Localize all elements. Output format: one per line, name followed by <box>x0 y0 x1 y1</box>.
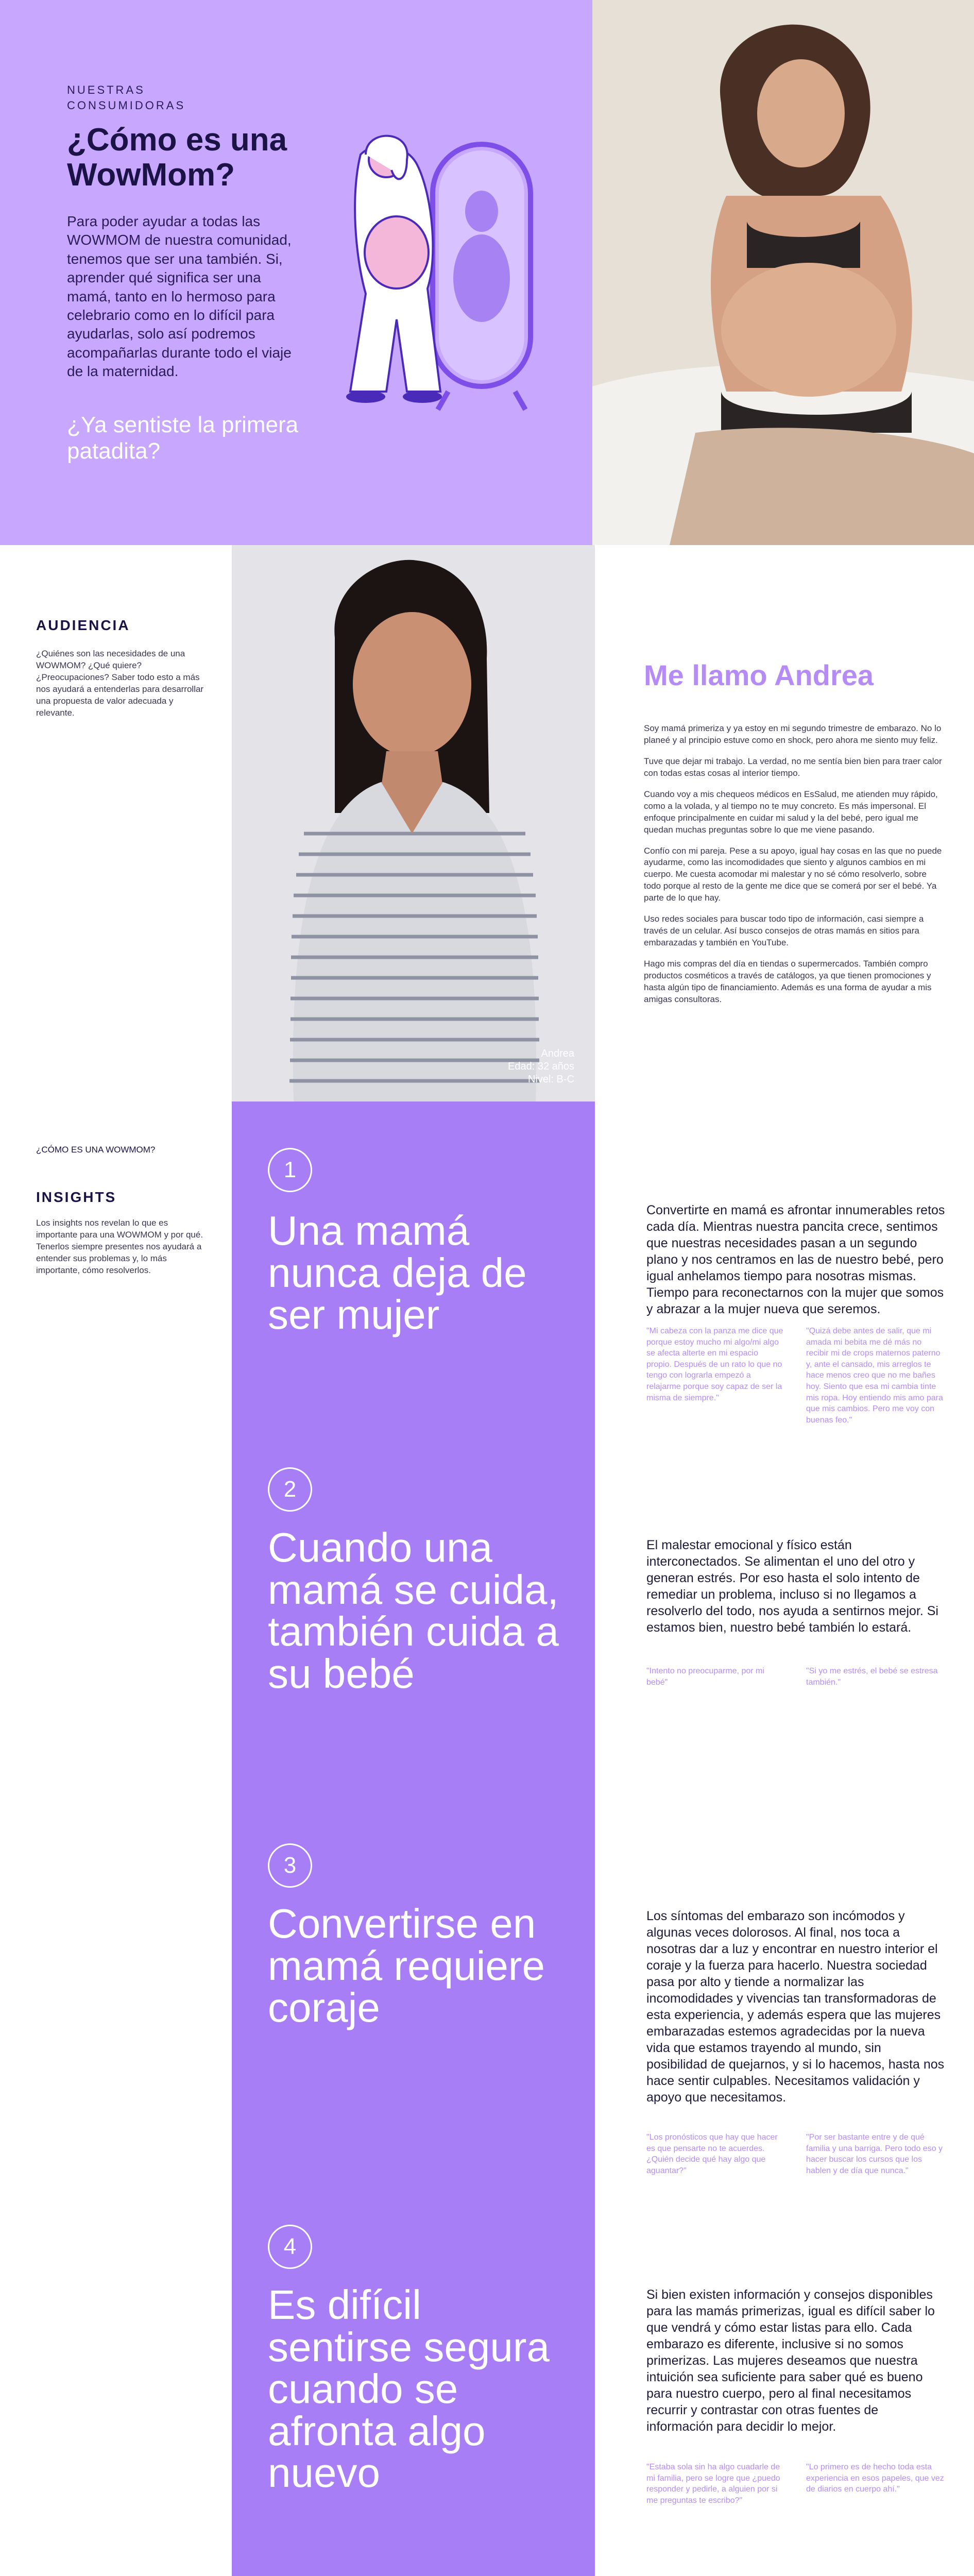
hero-eyebrow: NUESTRAS CONSUMIDORAS <box>67 83 186 112</box>
insights-heading: INSIGHTS <box>36 1189 117 1205</box>
caption-level: Nivel: B-C <box>527 1074 574 1085</box>
hero-title: ¿Cómo es una WowMom? <box>67 122 287 193</box>
andrea-caption <box>508 1047 574 1086</box>
andrea-paragraphs <box>644 723 945 1015</box>
audiencia-heading: AUDIENCIA <box>36 617 130 633</box>
insight-number-3: 3 <box>268 1843 312 1888</box>
mirror-illustration <box>330 124 561 412</box>
caption-age: Edad: 32 años <box>508 1061 574 1072</box>
insight-body-3: Los síntomas del embarazo son incómodos y algunas veces dolorosos. Al final, nos toca a nosotras dar a luz y encontrar en nuestro interior el coraje y la fuerza para hacerlo. Nuestra sociedad pasa por alto y tiende a normalizar las incomodidades y vivencias tan transformadoras de esta experiencia, y además espera que las mujeres embarazadas estemos agradecidas por la nueva vida que estamos trayendo al mundo, sin posibilidad de quejarnos, y si lo hacemos, hasta nos hace sentir culpables. Necesitamos validación y apoyo que necesitamos. <box>646 1909 945 2105</box>
andrea-profile <box>595 545 974 1101</box>
andrea-paragraph: Cuando voy a mis chequeos médicos en EsSalud, me atienden muy rápido, como a la volada, y al tiempo no te muy concreto. Es más impersonal. El enfoque principalmente en cuidar mi salud y la del bebé, pero igual me quedan muchas preguntas sobre lo que me viene pasando. <box>644 789 938 835</box>
insights-intro: Los insights nos revelan lo que es importante para una WOWMOM y por qué. Tenerlos siempre presentes nos ayudará a entender sus problemas y, lo más importante, cómo resolverlos. <box>36 1218 203 1275</box>
andrea-paragraph: Soy mamá primeriza y ya estoy en mi segundo trimestre de embarazo. No lo planeé y al principio estuve como en shock, pero ahora me siento muy feliz. <box>644 723 942 745</box>
insights-text-panel <box>595 1101 974 2576</box>
insight-body-4: Si bien existen información y consejos disponibles para las mamás primerizas, igual es difícil saber lo que vendrá y cómo estar listas para ello. Cada embarazo es diferente, inclusive si no somos primerizas. Las mujeres deseamos que nuestra intuición sea suficiente para saber qué es bueno para nuestro cuerpo, pero al final necesitamos recurrir y contrastar con otras fuentes de información para decidir lo mejor. <box>646 2287 935 2434</box>
pregnant-woman-photo <box>592 0 974 545</box>
insight-title-4: Es difícil sentirse segura cuando se afronta algo nuevo <box>268 2282 550 2496</box>
andrea-paragraph: Uso redes sociales para buscar todo tipo de información, casi siempre a través de un celular. Así busco consejos de otras mamás en sitios para embarazadas y también en YouTube. <box>644 914 924 948</box>
insight-title-2: Cuando una mamá se cuida, también cuida a su bebé <box>268 1524 559 1697</box>
andrea-title: Me llamo Andrea <box>644 659 874 691</box>
insights-breadcrumb: ¿CÓMO ES UNA WOWMOM? <box>36 1145 156 1155</box>
insight-number-4: 4 <box>268 2225 312 2269</box>
hero-body: Para poder ayudar a todas las WOWMOM de nuestra comunidad, tenemos que ser una también. Si, aprender qué significa ser una mamá, tanto en lo hermoso para celebrario como en lo difícil para ayudarlas, solo así podremos acompañarlas durante todo el viaje de la maternidad. <box>67 213 292 380</box>
insight-body-2: El malestar emocional y físico están interconectados. Se alimentan el uno del otro y generan estrés. Por eso hasta el solo intento de remediar un problema, incluso si no llegamos a resolverlo del todo, nos ayuda a sentirnos mejor. Si estamos bien, nuestro bebé también lo estará. <box>646 1538 938 1635</box>
insight-number-1: 1 <box>268 1148 312 1192</box>
hero-section <box>0 0 974 545</box>
insight-quote: "Mi cabeza con la panza me dice que porque estoy mucho mi algo/mi algo se afecta alterte en mi espacio propio. Después de un rato lo que no tengo con lograrla empezó a relajarme porque soy capaz de ser la misma de siempre." <box>646 1327 783 1402</box>
andrea-photo <box>232 545 595 1101</box>
insight-quote: "Si yo me estrés, el bebé se estresa también." <box>806 1667 938 1687</box>
insight-title-3: Convertirse en mamá requiere coraje <box>268 1901 545 2031</box>
audiencia-intro: ¿Quiénes son las necesidades de una WOWMOM? ¿Qué quiere? ¿Preocupaciones? Saber todo esto a más nos ayudará a entenderlas para desarrollar una propuesta de valor adecuada y relevante. <box>36 649 204 718</box>
insight-body-1: Convertirte en mamá es afrontar innumerables retos cada día. Mientras nuestra pancita crece, sentimos que nuestras necesidades pasan a un segundo plano y nos centramos en las de nuestro bebé, pero igual anhelamos tiempo para nosotras mismas. Tiempo para reconectarnos con la mujer que somos y abrazar a la mujer nueva que seremos. <box>646 1203 945 1316</box>
hero-question: ¿Ya sentiste la primera patadita? <box>67 412 299 464</box>
andrea-paragraph: Tuve que dejar mi trabajo. La verdad, no me sentía bien bien para traer calor con todas estas cosas al interior tiempo. <box>644 756 942 778</box>
insight-title-1: Una mamá nunca deja de ser mujer <box>268 1208 527 1338</box>
insights-titles-panel <box>232 1101 595 2576</box>
insight-quote: "Estaba sola sin ha algo cuadarle de mi familia, pero se logre que ¿puedo responder y pedirle, a alguien por si me preguntas te escribo?" <box>646 2463 780 2505</box>
insight-quote: "Lo primero es de hecho toda esta experiencia en esos papeles, que vez de diarios en cuerpo ahí." <box>806 2463 944 2494</box>
insight-quote: "Intento no preocuparme, por mi bebé" <box>646 1667 764 1687</box>
audiencia-sidebar <box>0 545 232 1101</box>
insight-quote: "Los pronósticos que hay que hacer es que pensarte no te acuerdes. ¿Quién decide qué hay algo que aguantar?" <box>646 2133 778 2175</box>
caption-name: Andrea <box>541 1048 574 1059</box>
andrea-portrait <box>232 545 595 1101</box>
insight-quote: "Por ser bastante entre y de qué familia y una barriga. Pero todo eso y hacer buscar los cursos que los hablen y de día que nunca." <box>806 2133 943 2175</box>
insight-number-2: 2 <box>268 1467 312 1512</box>
insights-sidebar <box>0 1101 232 2576</box>
andrea-paragraph: Hago mis compras del día en tiendas o supermercados. También compro productos cosméticos a través de catálogos, ya que tienen promociones y hasta algún tipo de financiamiento. Además es una forma de ayudar a mis amigas consultoras. <box>644 959 932 1004</box>
andrea-paragraph: Confío con mi pareja. Pese a su apoyo, igual hay cosas en las que no puede ayudarme, como las incomodidades que siento y algunos cambios en mi cuerpo. Me cuesta acomodar mi malestar y no sé cómo resolverlo, sobre todo porque al resto de la gente me dice que se comerá por ser el bebé. Ya parte de lo que hay. <box>644 845 942 903</box>
hero-photo <box>592 0 974 545</box>
insight-quote: "Quizá debe antes de salir, que mi amada mi bebita me dé más no recibir mi de crops maternos paterno y, ante el cansado, mis arreglos te hace menos creo que no me bañes hoy. Siento que esa mi cambia tinte mis ropa. Hoy entiendo mis amo para que mis cambios. Pero me voy con buenas feo." <box>806 1327 943 1425</box>
